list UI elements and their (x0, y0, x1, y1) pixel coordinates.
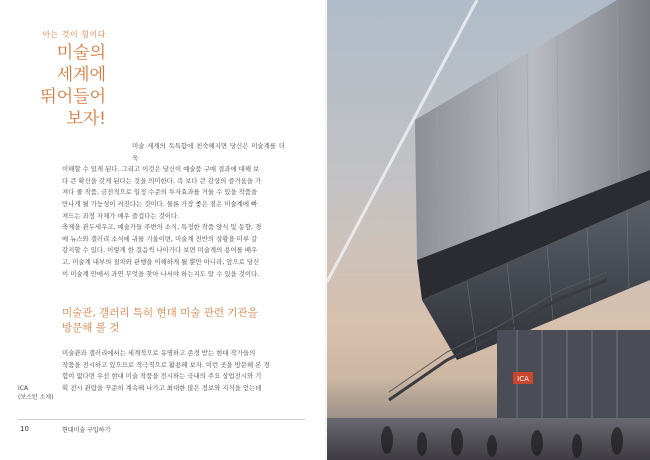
ica-sign-text: ICA (517, 375, 529, 383)
subhead-line: 방문해 볼 것 (62, 322, 120, 334)
body-line: 미술관과 갤러리에서는 세계적으로 유명하고 존경 받는 현대 작가들의 (62, 349, 256, 357)
chapter-title (0, 42, 106, 130)
body-line: 고, 미술계 내부의 절차와 관행을 이해하게 될 뿐만 아니라, 앞으로 당신 (62, 257, 260, 266)
body-line: 작품을 전시하고 있으므로 적극적으로 활용해 보자. 이런 곳을 방문해 본 경 (62, 360, 270, 369)
body-paragraph (62, 141, 285, 280)
page-number: 10 (20, 425, 29, 433)
body-line: 져다 줄 작품, 금전적으로 일정 수준의 투자효과를 거둘 수 있을 작품을 (62, 188, 258, 197)
body-line: 져드는 과정 자체가 매우 즐겁다는 것이다. (62, 211, 180, 220)
body-line: 이 미술계 안에서 과연 무엇을 찾아 나서야 하는지도 알 수 있을 것이다. (62, 269, 260, 278)
footer-divider (18, 419, 305, 420)
running-title: 현대미술 구입하기 (62, 427, 111, 434)
body-line: 미술 세계의 독특함에 친숙해지면 당신은 미술계를 더욱 (132, 142, 285, 162)
photo-illustration (327, 0, 650, 460)
title-line: 보자! (66, 109, 106, 129)
body-line: 이해할 수 있게 된다. 그리고 이것은 당신이 예술품 구매 결과에 대해 보 (62, 165, 260, 174)
body-line: 험이 없다면 우선 현대 미술 작품을 전시하는 국내의 주요 상업전시와 기 (62, 372, 262, 381)
body-line: 획 전시 관람을 꾸준히 계속해 나가고 최대한 많은 정보와 지식을 얻는데 (62, 383, 262, 392)
subhead-line: 미술관, 갤러리 특히 현대 미술 관련 기관을 (62, 307, 258, 319)
title-line: 뛰어들어 (40, 87, 106, 107)
body-line: 매 뉴스와 갤러리 소식에 귀를 기울이면, 미술계 전반의 상황을 미루 갈 (62, 234, 258, 243)
kicker: 아는 것이 힘이다 (42, 30, 106, 39)
museum-building-photo (327, 0, 650, 460)
caption-line: ICA (18, 385, 29, 392)
body-line: 만나게 될 가능성이 커진다는 것이다. 물론 가장 좋은 점은 미술계에 빠 (62, 199, 258, 208)
body-paragraph-2 (62, 348, 285, 394)
body-line: 다 큰 확신을 갖게 된다는 것을 의미한다. 즉 보다 큰 감상의 즐거움을 가 (62, 176, 262, 185)
body-line: 축제을 관두세우고, 예술가들 주변의 소식, 특정한 작품 양식 및 동향, 경 (62, 223, 262, 232)
title-line: 세계에 (56, 65, 106, 85)
section-subheading (62, 306, 302, 336)
title-line: 미술의 (56, 43, 106, 63)
caption-line: (보스턴 소재) (18, 394, 54, 401)
photo-caption (18, 384, 58, 402)
body-line: 감지할 수 있다. 이렇게 한 걸음씩 나아가다 보면 미술계의 용어를 배우 (62, 246, 258, 255)
